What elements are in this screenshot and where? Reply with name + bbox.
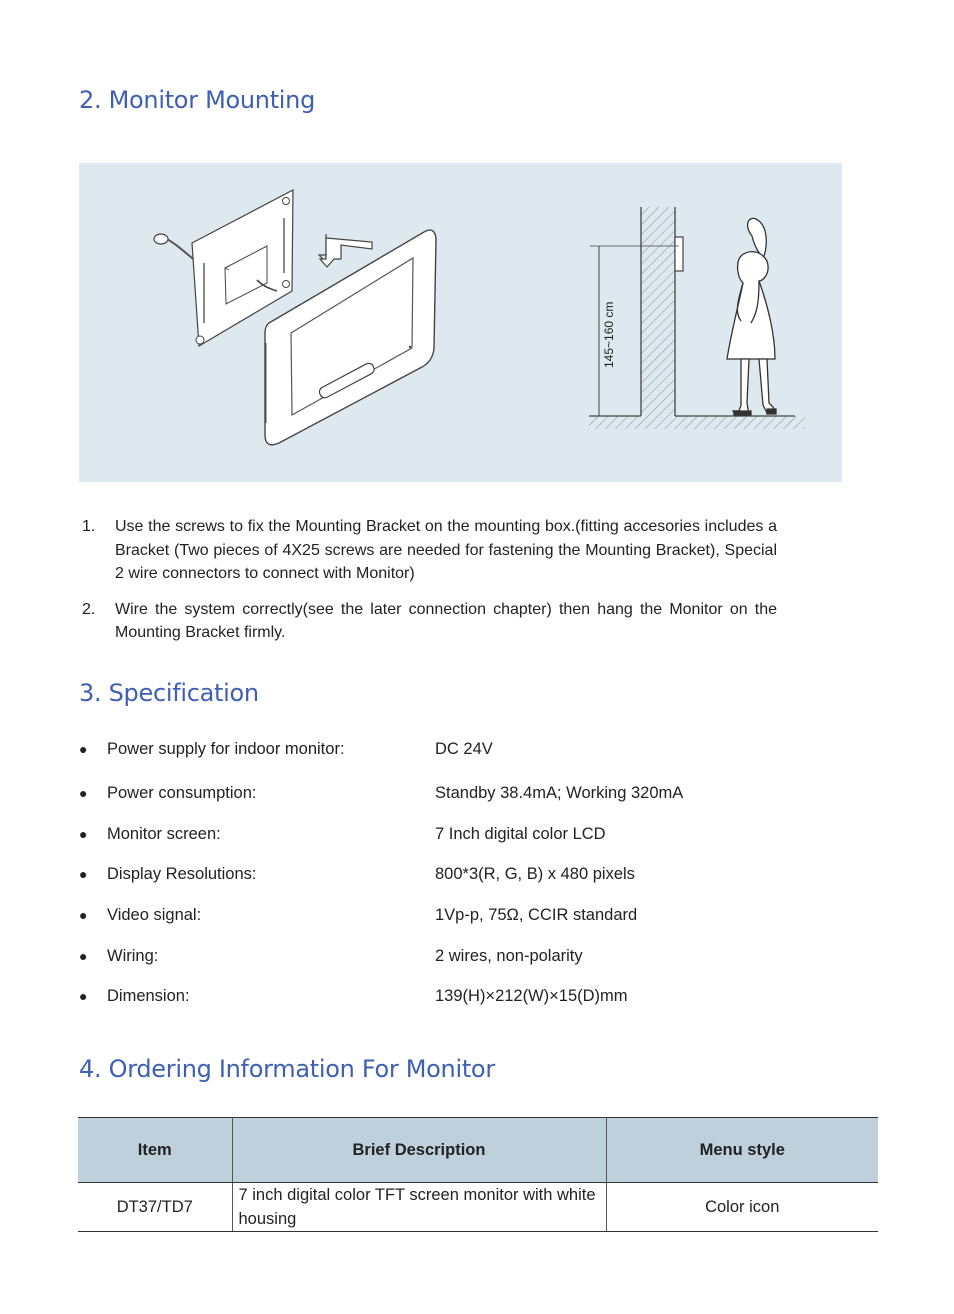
section-title-mounting: 2. Monitor Mounting xyxy=(79,86,316,114)
column-header-description: Brief Description xyxy=(232,1118,606,1183)
spec-label: Dimension: xyxy=(107,987,190,1005)
spec-value: 800*3(R, G, B) x 480 pixels xyxy=(435,865,635,883)
cell-menu-style: Color icon xyxy=(606,1183,878,1232)
spec-label: Power consumption: xyxy=(107,784,257,802)
step-item xyxy=(79,598,777,645)
step-text: Use the screws to fix the Mounting Bracket on the mounting box.(fitting accesories includes a Bracket (Two pieces of 4X25 screws are needed for fastening the Mounting Bracket), Special 2 wire connectors to connect with Monitor) xyxy=(115,518,777,582)
column-header-item: Item xyxy=(78,1118,232,1183)
step-number: 1. xyxy=(82,518,96,535)
spec-label: Wiring: xyxy=(107,947,159,965)
spec-label: Display Resolutions: xyxy=(107,865,257,883)
cell-description: 7 inch digital color TFT screen monitor with white housing xyxy=(232,1183,606,1232)
bullet-icon: ● xyxy=(79,741,88,757)
spec-row xyxy=(79,944,839,968)
spec-value: 7 Inch digital color LCD xyxy=(435,825,606,843)
wall-section-icon xyxy=(589,207,805,429)
spec-value: 139(H)×212(W)×15(D)mm xyxy=(435,987,628,1005)
spec-label: Power supply for indoor monitor: xyxy=(107,740,345,758)
column-header-menu-style: Menu style xyxy=(606,1118,878,1183)
bullet-icon: ● xyxy=(79,866,88,882)
mounting-figure xyxy=(79,163,842,482)
spec-value: 1Vp-p, 75Ω, CCIR standard xyxy=(435,906,638,924)
spec-row xyxy=(79,737,839,761)
spec-label: Video signal: xyxy=(107,906,202,924)
spec-row xyxy=(79,822,839,846)
section-title-ordering: 4. Ordering Information For Monitor xyxy=(79,1055,495,1083)
spec-value: 2 wires, non-polarity xyxy=(435,947,583,965)
spec-row xyxy=(79,781,839,805)
ordering-table xyxy=(78,1117,878,1232)
mounting-illustration xyxy=(79,163,842,482)
step-text: Wire the system correctly(see the later connection chapter) then hang the Monitor on the Mounting Bracket firmly. xyxy=(115,600,777,641)
bullet-icon: ● xyxy=(79,988,88,1004)
step-number: 2. xyxy=(82,600,96,618)
height-label: 145~160 cm xyxy=(602,301,616,368)
step-item xyxy=(79,515,777,586)
bullet-icon: ● xyxy=(79,907,88,923)
spec-value: DC 24V xyxy=(435,740,493,758)
table-row xyxy=(78,1183,878,1232)
spec-row xyxy=(79,984,839,1008)
person-icon xyxy=(727,218,776,415)
spec-row xyxy=(79,862,839,886)
bullet-icon: ● xyxy=(79,785,88,801)
bullet-icon: ● xyxy=(79,826,88,842)
mounting-steps xyxy=(79,515,777,657)
spec-value: Standby 38.4mA; Working 320mA xyxy=(435,784,684,802)
cell-item: DT37/TD7 xyxy=(78,1183,232,1232)
section-title-specification: 3. Specification xyxy=(79,679,259,707)
arrow-down-icon xyxy=(319,234,372,267)
bullet-icon: ● xyxy=(79,948,88,964)
spec-row xyxy=(79,903,839,927)
table-header-row xyxy=(78,1118,878,1183)
spec-label: Monitor screen: xyxy=(107,825,221,843)
